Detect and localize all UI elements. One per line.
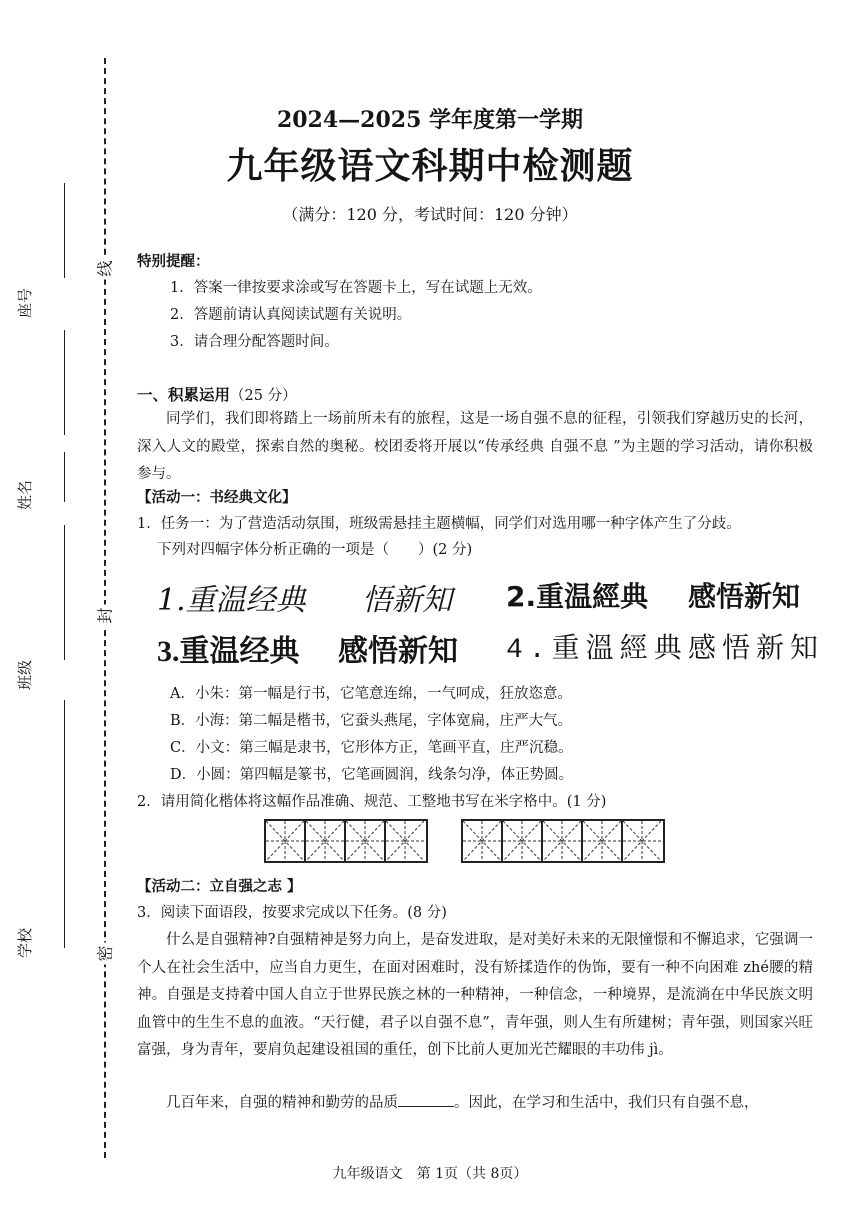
seat-number-line-2 — [64, 330, 65, 435]
term-title: 2024—2025 学年度第一学期 — [276, 107, 584, 133]
answer-blank[interactable] — [398, 1090, 454, 1107]
exam-meta: （满分：120 分，考试时间：120 分钟） — [282, 205, 578, 224]
font-sample-3-left: 重温经典 — [179, 635, 300, 668]
mizige-cell[interactable] — [623, 821, 663, 861]
mizige-cell[interactable] — [543, 821, 583, 861]
school-line — [64, 878, 65, 948]
font-sample-3-right: 感悟新知 — [338, 635, 458, 668]
font-sample-2-right: 感悟新知 — [688, 580, 801, 613]
option-a: A．小朱：第一幅是行书，它笔意连绵，一气呵成，狂放恣意。 — [170, 686, 572, 702]
mizige-group-1 — [264, 819, 428, 863]
font-sample-1 — [157, 575, 306, 619]
school-label: 学校 — [16, 927, 34, 958]
name-line — [64, 525, 65, 660]
mizige-cell[interactable] — [583, 821, 623, 861]
name-line-top — [64, 452, 65, 502]
font-sample-1-right: 悟新知 — [362, 583, 452, 618]
section1-heading: 一、积累运用 — [137, 385, 231, 404]
activity1-heading: 【活动一：书经典文化】 — [137, 489, 297, 506]
q1-line1: 1．任务一：为了营造活动氛围，班级需悬挂主题横幅，同学们对选用哪一种字体产生了分歧。 — [137, 516, 741, 532]
section1-intro: 同学们，我们即将踏上一场前所未有的旅程，这是一场自强不息的征程，引领我们穿越历史的长河，深入人文的殿堂，探索自然的奥秘。校团委将开展以“传承经典 自强不息 ”为主题的学习活动，请你积极参与。 — [137, 411, 813, 482]
q2-text: 2．请用简化楷体将这幅作品准确、规范、工整地书写在米字格中。(1 分) — [137, 794, 607, 810]
font-sample-3-num: 3. — [157, 635, 180, 668]
notice-item-1: 1．答案一律按要求涂或写在答题卡上，写在试题上无效。 — [170, 280, 542, 296]
font-sample-1-num: 1. — [157, 583, 186, 618]
passage-2-part-a: 几百年来，自强的精神和勤劳的品质 — [166, 1095, 398, 1111]
class-line — [64, 700, 65, 900]
exam-title: 九年级语文科期中检测题 — [226, 145, 634, 187]
font-sample-2-left: 重温經典 — [536, 580, 649, 613]
q1-line2: 下列对四幅字体分析正确的一项是（ ）(2 分) — [157, 542, 473, 558]
notice-item-2: 2．答题前请认真阅读试题有关说明。 — [170, 307, 412, 323]
passage-2-part-b: 。因此，在学习和生活中，我们只有自强不息， — [454, 1095, 759, 1111]
cut-word-line: 线 — [93, 258, 116, 280]
notice-heading: 特别提醒： — [137, 253, 210, 270]
seat-number-line — [64, 183, 65, 278]
mizige-cell[interactable] — [266, 821, 306, 861]
section1-score: （25 分） — [230, 388, 297, 404]
notice-item-3: 3．请合理分配答题时间。 — [170, 334, 339, 350]
font-sample-2-num: 2. — [506, 580, 537, 613]
font-sample-4-right: 感悟新知 — [688, 635, 825, 666]
option-d: D．小圆：第四幅是篆书，它笔画圆润，线条匀净，体正势圆。 — [170, 767, 574, 783]
mizige-group-2 — [461, 819, 665, 863]
activity2-heading: 【活动二：立自强之志 】 — [137, 878, 302, 895]
font-sample-4-left: 重溫經典 — [551, 635, 688, 666]
font-sample-4-num: 4. — [506, 635, 552, 666]
seat-number-label: 座号 — [16, 287, 34, 318]
font-sample-3 — [157, 626, 300, 670]
q3-text: 3．阅读下面语段，按要求完成以下任务。(8 分) — [137, 905, 447, 921]
mizige-cell[interactable] — [503, 821, 543, 861]
font-sample-4 — [506, 626, 688, 666]
cut-word-seal: 封 — [93, 605, 116, 627]
passage-2 — [137, 1090, 813, 1118]
font-sample-2 — [506, 575, 648, 615]
page-footer: 九年级语文 第 1页（共 8页） — [332, 1166, 528, 1182]
mizige-cell[interactable] — [386, 821, 426, 861]
class-label: 班级 — [16, 659, 34, 690]
option-c: C．小文：第三幅是隶书，它形体方正，笔画平直，庄严沉稳。 — [170, 740, 573, 756]
name-label: 姓名 — [16, 479, 34, 510]
option-b: B．小海：第二幅是楷书，它蚕头燕尾，字体宽扁，庄严大气。 — [170, 713, 573, 729]
mizige-cell[interactable] — [463, 821, 503, 861]
mizige-cell[interactable] — [306, 821, 346, 861]
mizige-cell[interactable] — [346, 821, 386, 861]
cut-word-secret: 密 — [93, 943, 116, 965]
passage-1: 什么是自强精神?自强精神是努力向上，是奋发进取，是对美好未来的无限憧憬和不懈追求，它强调一个人在社会生活中，应当自力更生，在面对困难时，没有矫揉造作的伪饰，要有一种不向困难 zhé腰的精神。自强是支持着中国人自立于世界民族之林的一种精神，一种信念，一种境界，是流淌在中华民族文明血管中的生生不息的血液。“天行健，君子以自强不息”，青年强，则人生有所建树；青年强，则国家兴旺富强，身为青年，要肩负起建设祖国的重任，创下比前人更加光芒耀眼的丰功伟 jì。 — [137, 932, 813, 1058]
font-sample-1-left: 重温经典 — [185, 583, 306, 618]
